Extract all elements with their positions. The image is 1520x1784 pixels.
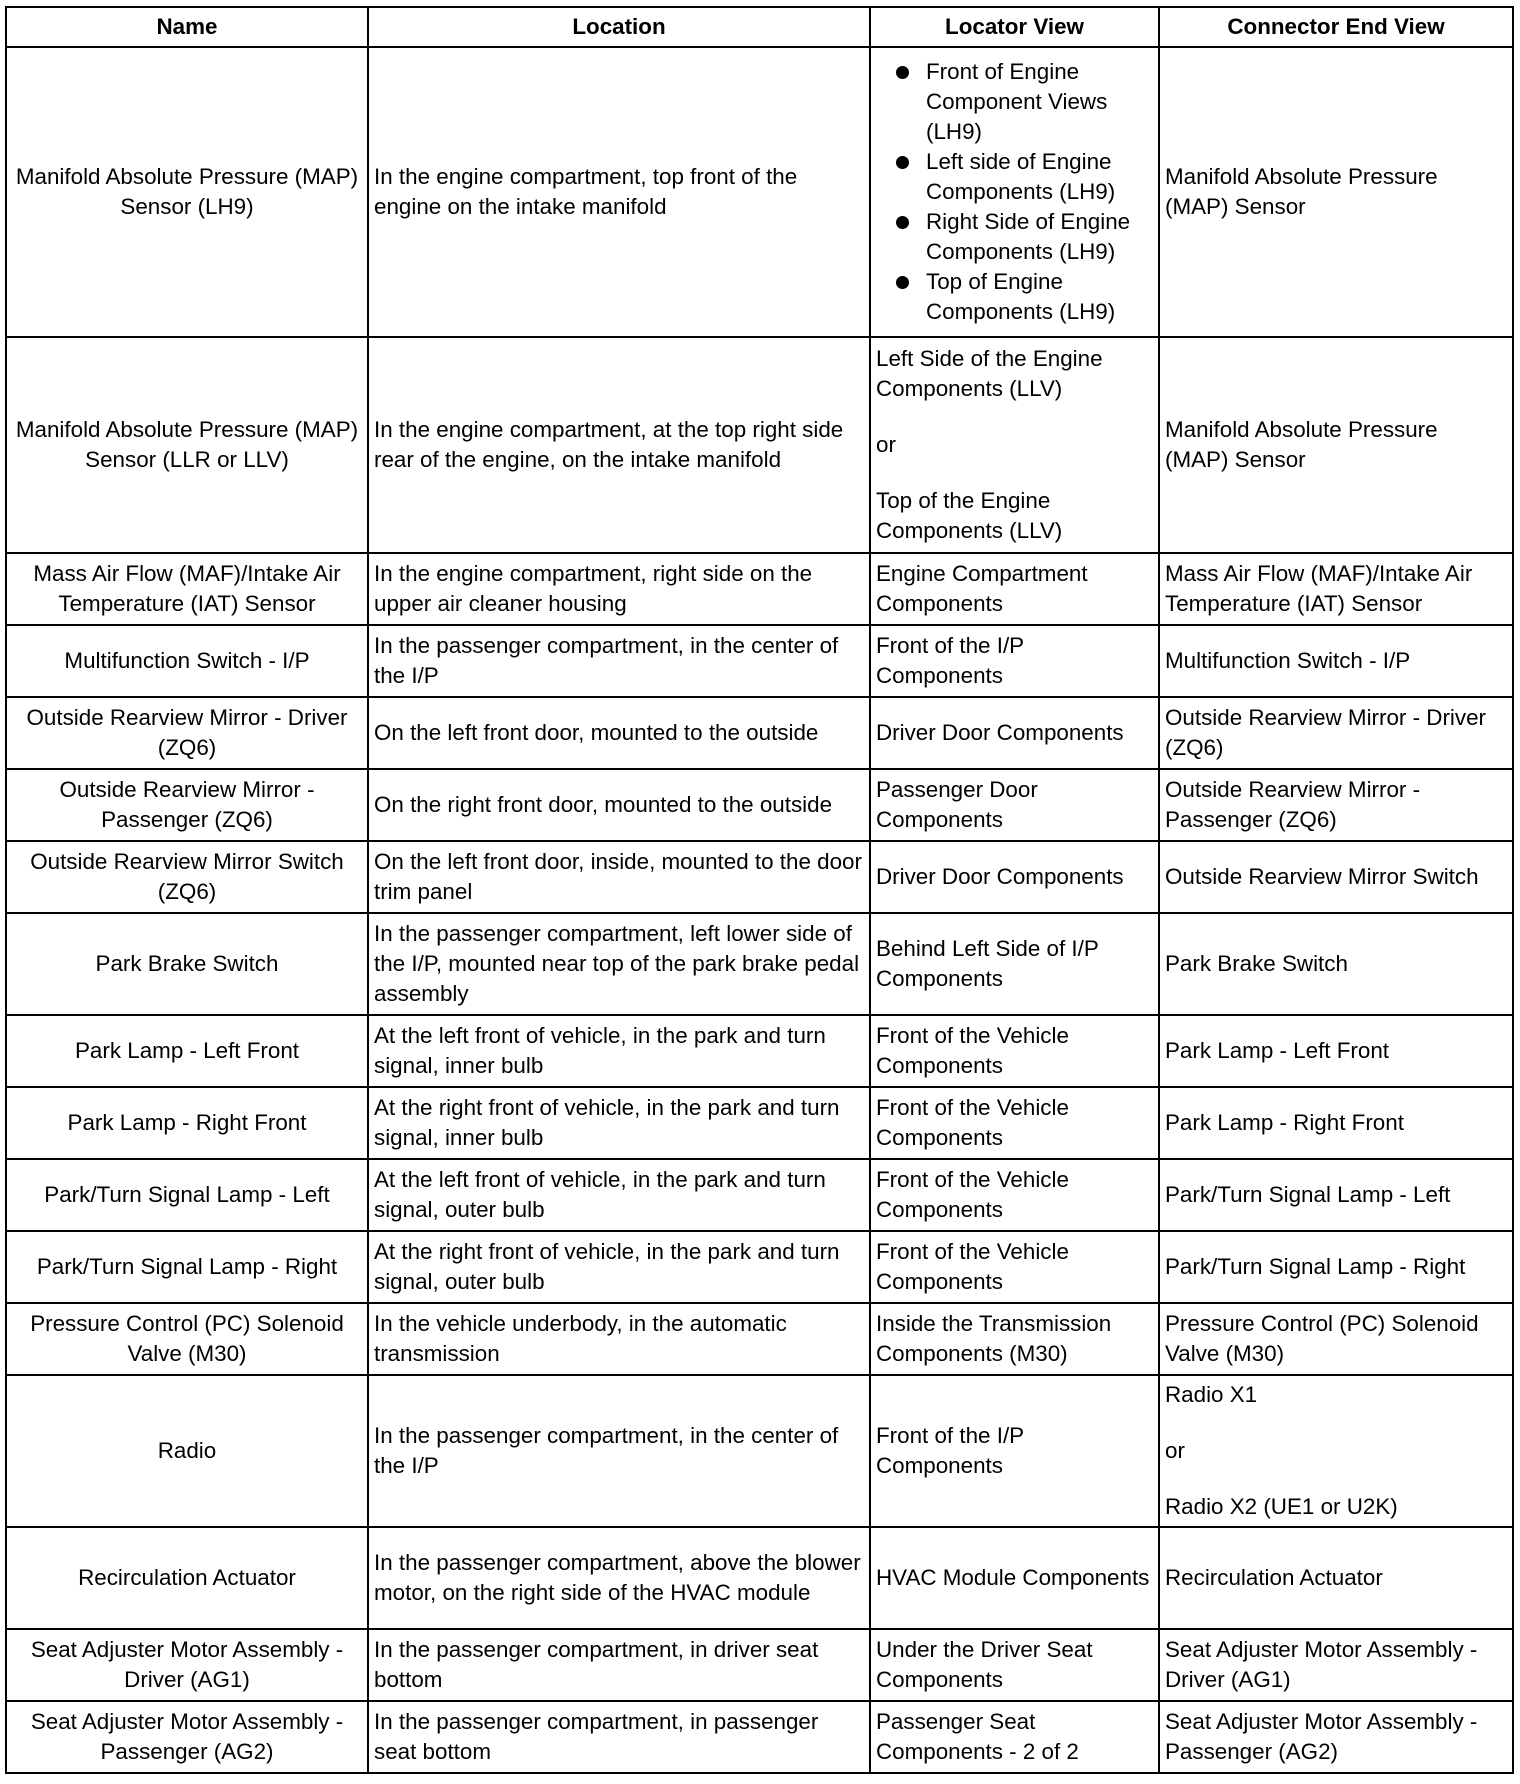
- table-row: [6, 1231, 1513, 1303]
- table-row: [6, 1159, 1513, 1231]
- spacer: [876, 404, 1153, 430]
- table-row: [6, 841, 1513, 913]
- locator-option-a: Left Side of the Engine Components (LLV): [876, 346, 1103, 401]
- table-row: [6, 1015, 1513, 1087]
- header-name: Name: [6, 7, 368, 47]
- table-row: [6, 697, 1513, 769]
- cell-connector-end-view: [1159, 1375, 1513, 1527]
- cell-connector-end-view: Seat Adjuster Motor Assembly - Driver (AG1): [1159, 1629, 1513, 1701]
- locator-bullet-item: [876, 147, 1153, 207]
- cell-name: Park/Turn Signal Lamp - Right: [6, 1231, 368, 1303]
- cell-name: Outside Rearview Mirror - Passenger (ZQ6): [6, 769, 368, 841]
- locator-bullet-list: [876, 57, 1153, 327]
- cell-location: In the passenger compartment, in the center of the I/P: [368, 625, 870, 697]
- cell-location: In the vehicle underbody, in the automatic transmission: [368, 1303, 870, 1375]
- bullet-icon: [896, 276, 909, 289]
- bullet-icon: [896, 156, 909, 169]
- table-row: [6, 47, 1513, 337]
- bullet-icon: [896, 66, 909, 79]
- cell-name: Park Lamp - Right Front: [6, 1087, 368, 1159]
- cell-name: Manifold Absolute Pressure (MAP) Sensor (LLR or LLV): [6, 337, 368, 553]
- cell-connector-end-view: Multifunction Switch - I/P: [1159, 625, 1513, 697]
- cell-name: Outside Rearview Mirror Switch (ZQ6): [6, 841, 368, 913]
- component-locator-table: [5, 6, 1514, 1774]
- cell-location: In the passenger compartment, in passenger seat bottom: [368, 1701, 870, 1773]
- cell-locator-view: Engine Compartment Components: [870, 553, 1159, 625]
- locator-link-text: Top of Engine Components (LH9): [926, 269, 1116, 324]
- cell-location: On the left front door, inside, mounted to the door trim panel: [368, 841, 870, 913]
- table-row: [6, 1629, 1513, 1701]
- cell-locator-view: Passenger Seat Components - 2 of 2: [870, 1701, 1159, 1773]
- cell-locator-view: Inside the Transmission Components (M30): [870, 1303, 1159, 1375]
- connector-option-b: Radio X2 (UE1 or U2K): [1165, 1494, 1398, 1519]
- cell-connector-end-view: Outside Rearview Mirror Switch: [1159, 841, 1513, 913]
- spacer: [1165, 1410, 1507, 1436]
- locator-or-text: or: [876, 432, 896, 457]
- cell-connector-end-view: Pressure Control (PC) Solenoid Valve (M30): [1159, 1303, 1513, 1375]
- cell-locator-view: Front of the Vehicle Components: [870, 1231, 1159, 1303]
- cell-connector-end-view: Recirculation Actuator: [1159, 1527, 1513, 1629]
- cell-location: In the passenger compartment, above the blower motor, on the right side of the HVAC module: [368, 1527, 870, 1629]
- table-header-row: [6, 7, 1513, 47]
- cell-connector-end-view: Park Lamp - Right Front: [1159, 1087, 1513, 1159]
- cell-location: In the passenger compartment, in driver seat bottom: [368, 1629, 870, 1701]
- cell-connector-end-view: Manifold Absolute Pressure (MAP) Sensor: [1159, 337, 1513, 553]
- connector-option-a: Radio X1: [1165, 1382, 1258, 1407]
- locator-link-text: Left side of Engine Components (LH9): [926, 149, 1116, 204]
- cell-name: Manifold Absolute Pressure (MAP) Sensor (LH9): [6, 47, 368, 337]
- cell-locator-view: Under the Driver Seat Components: [870, 1629, 1159, 1701]
- locator-link-text: Right Side of Engine Components (LH9): [926, 209, 1131, 264]
- bullet-icon: [896, 216, 909, 229]
- cell-name: Radio: [6, 1375, 368, 1527]
- cell-locator-view: [870, 337, 1159, 553]
- header-location: Location: [368, 7, 870, 47]
- cell-locator-view: Front of the Vehicle Components: [870, 1015, 1159, 1087]
- table-row: [6, 1087, 1513, 1159]
- cell-locator-view: Behind Left Side of I/P Components: [870, 913, 1159, 1015]
- cell-location: At the right front of vehicle, in the park and turn signal, inner bulb: [368, 1087, 870, 1159]
- connector-or-text: or: [1165, 1438, 1185, 1463]
- cell-connector-end-view: Park Brake Switch: [1159, 913, 1513, 1015]
- cell-name: Recirculation Actuator: [6, 1527, 368, 1629]
- cell-name: Seat Adjuster Motor Assembly - Passenger (AG2): [6, 1701, 368, 1773]
- cell-locator-view: Passenger Door Components: [870, 769, 1159, 841]
- cell-location: On the right front door, mounted to the outside: [368, 769, 870, 841]
- cell-name: Outside Rearview Mirror - Driver (ZQ6): [6, 697, 368, 769]
- locator-bullet-item: [876, 57, 1153, 147]
- cell-location: In the engine compartment, right side on the upper air cleaner housing: [368, 553, 870, 625]
- table-row: [6, 1303, 1513, 1375]
- cell-connector-end-view: Manifold Absolute Pressure (MAP) Sensor: [1159, 47, 1513, 337]
- header-locator-view: Locator View: [870, 7, 1159, 47]
- header-connector-end-view: Connector End View: [1159, 7, 1513, 47]
- table-row: [6, 913, 1513, 1015]
- table-row: [6, 1527, 1513, 1629]
- cell-name: Pressure Control (PC) Solenoid Valve (M30): [6, 1303, 368, 1375]
- cell-location: In the engine compartment, top front of the engine on the intake manifold: [368, 47, 870, 337]
- table-row: [6, 625, 1513, 697]
- cell-name: Mass Air Flow (MAF)/Intake Air Temperature (IAT) Sensor: [6, 553, 368, 625]
- table-row: [6, 769, 1513, 841]
- cell-name: Park Brake Switch: [6, 913, 368, 1015]
- spacer: [1165, 1466, 1507, 1492]
- cell-locator-view: Front of the I/P Components: [870, 625, 1159, 697]
- cell-location: On the left front door, mounted to the outside: [368, 697, 870, 769]
- cell-locator-view: Driver Door Components: [870, 697, 1159, 769]
- table-row: [6, 337, 1513, 553]
- locator-link-text: Front of Engine Component Views (LH9): [926, 59, 1108, 144]
- cell-location: At the left front of vehicle, in the park and turn signal, inner bulb: [368, 1015, 870, 1087]
- table-row: [6, 1701, 1513, 1773]
- cell-connector-end-view: Seat Adjuster Motor Assembly - Passenger (AG2): [1159, 1701, 1513, 1773]
- cell-location: In the passenger compartment, in the center of the I/P: [368, 1375, 870, 1527]
- cell-locator-view: Front of the I/P Components: [870, 1375, 1159, 1527]
- table-row: [6, 553, 1513, 625]
- cell-name: Park Lamp - Left Front: [6, 1015, 368, 1087]
- cell-locator-view: HVAC Module Components: [870, 1527, 1159, 1629]
- cell-connector-end-view: Park Lamp - Left Front: [1159, 1015, 1513, 1087]
- locator-bullet-item: [876, 207, 1153, 267]
- spacer: [876, 460, 1153, 486]
- cell-locator-view: Driver Door Components: [870, 841, 1159, 913]
- cell-connector-end-view: Park/Turn Signal Lamp - Right: [1159, 1231, 1513, 1303]
- table-row: [6, 1375, 1513, 1527]
- cell-location: In the passenger compartment, left lower side of the I/P, mounted near top of the park brake pedal assembly: [368, 913, 870, 1015]
- component-locator-document: [5, 6, 1512, 1774]
- cell-location: In the engine compartment, at the top right side rear of the engine, on the intake manifold: [368, 337, 870, 553]
- cell-locator-view: [870, 47, 1159, 337]
- cell-connector-end-view: Outside Rearview Mirror - Driver (ZQ6): [1159, 697, 1513, 769]
- cell-location: At the right front of vehicle, in the park and turn signal, outer bulb: [368, 1231, 870, 1303]
- cell-name: Multifunction Switch - I/P: [6, 625, 368, 697]
- cell-name: Seat Adjuster Motor Assembly - Driver (AG1): [6, 1629, 368, 1701]
- cell-locator-view: Front of the Vehicle Components: [870, 1159, 1159, 1231]
- locator-option-b: Top of the Engine Components (LLV): [876, 488, 1063, 543]
- locator-bullet-item: [876, 267, 1153, 327]
- cell-connector-end-view: Mass Air Flow (MAF)/Intake Air Temperature (IAT) Sensor: [1159, 553, 1513, 625]
- cell-name: Park/Turn Signal Lamp - Left: [6, 1159, 368, 1231]
- cell-connector-end-view: Park/Turn Signal Lamp - Left: [1159, 1159, 1513, 1231]
- cell-connector-end-view: Outside Rearview Mirror - Passenger (ZQ6): [1159, 769, 1513, 841]
- cell-location: At the left front of vehicle, in the park and turn signal, outer bulb: [368, 1159, 870, 1231]
- cell-locator-view: Front of the Vehicle Components: [870, 1087, 1159, 1159]
